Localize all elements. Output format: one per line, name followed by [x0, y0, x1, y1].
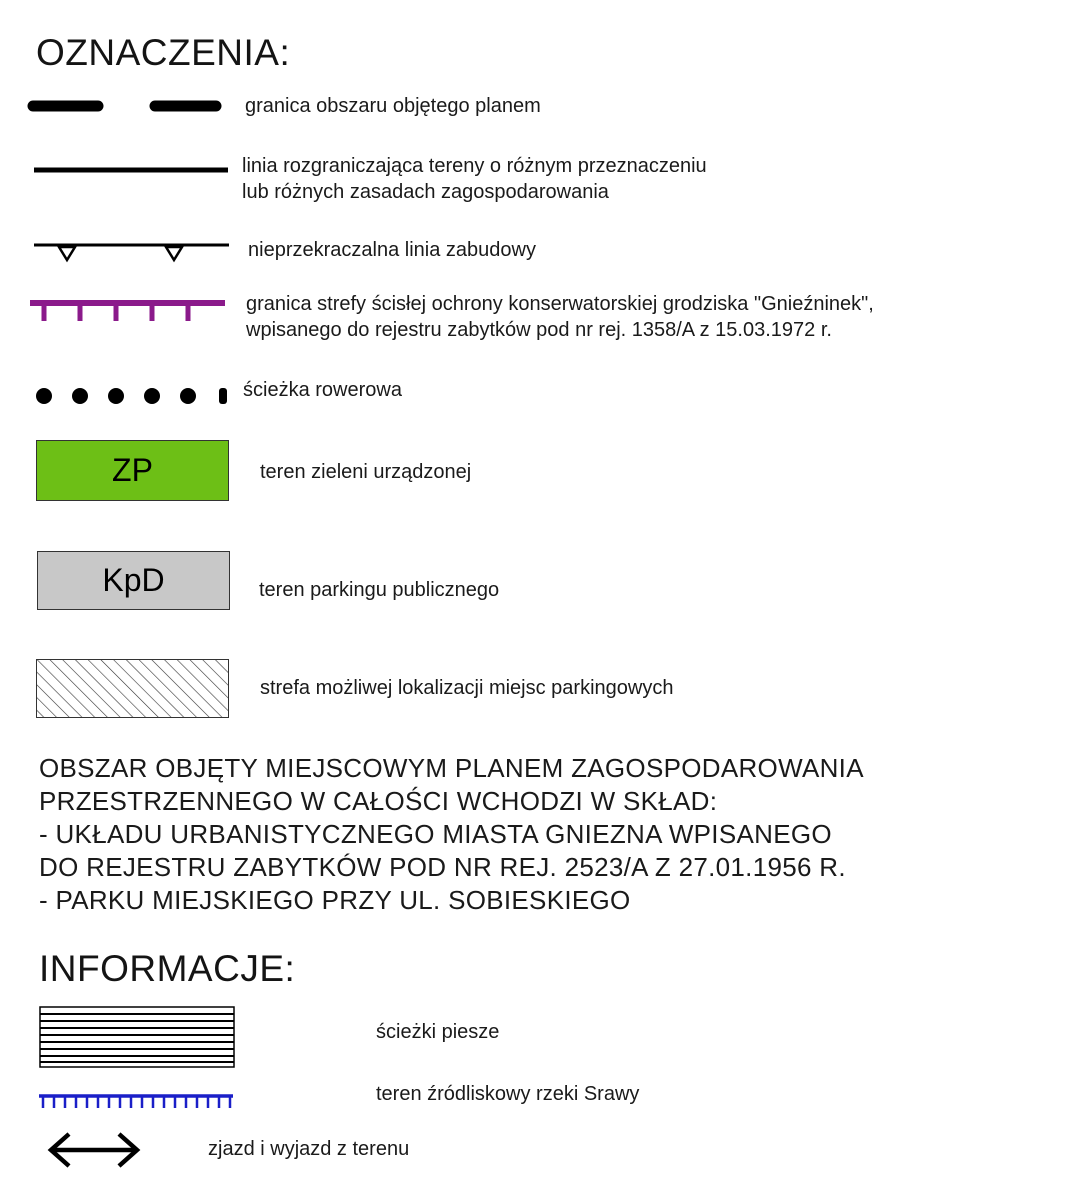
notice-line-5: - PARKU MIEJSKIEGO PRZY UL. SOBIESKIEGO: [39, 885, 631, 915]
notice-line-1: OBSZAR OBJĘTY MIEJSCOWYM PLANEM ZAGOSPODAROWANIA: [39, 753, 864, 783]
legend-title: OZNACZENIA:: [36, 32, 291, 73]
notice-line-2: PRZESTRZENNEGO W CAŁOŚCI WCHODZI W SKŁAD:: [39, 786, 718, 816]
legend-text-building-line: nieprzekraczalna linia zabudowy: [248, 239, 536, 261]
info-text-entry-exit: zjazd i wyjazd z terenu: [208, 1138, 410, 1160]
info-text-footpaths: ścieżki piesze: [376, 1021, 500, 1043]
hatched-box-icon: [36, 659, 230, 719]
line-with-triangles-icon: [34, 238, 234, 268]
striped-box-icon: [39, 1006, 237, 1068]
legend-text-parking-zone: strefa możliwej lokalizacji miejsc parkingowych: [260, 677, 674, 699]
legend-text-conservation-zone-1: granica strefy ścisłej ochrony konserwatorskiej grodziska "Gnieźninek",: [246, 293, 874, 315]
blue-comb-line-icon: [39, 1092, 239, 1112]
zp-green-box: [36, 440, 229, 501]
zp-label: ZP: [112, 452, 153, 488]
legend-text-green-area: teren zieleni urządzonej: [260, 461, 472, 483]
info-title: INFORMACJE:: [39, 948, 296, 989]
solid-line-icon: [32, 165, 232, 175]
dashed-thick-line-icon: [28, 96, 228, 116]
legend-text-conservation-zone-2: wpisanego do rejestru zabytków pod nr rej. 1358/A z 15.03.1972 r.: [246, 319, 832, 341]
info-text-springs: teren źródliskowy rzeki Srawy: [376, 1083, 640, 1105]
legend-text-dividing-line-1: linia rozgraniczająca tereny o różnym przeznaczeniu: [242, 155, 707, 177]
dotted-line-icon: [33, 386, 233, 406]
legend-text-bike-path: ścieżka rowerowa: [243, 379, 402, 401]
legend-text-dividing-line-2: lub różnych zasadach zagospodarowania: [242, 181, 609, 203]
purple-ticked-line-icon: [30, 296, 230, 326]
kpd-label: KpD: [102, 562, 165, 598]
kpd-gray-box: [37, 551, 230, 610]
legend-text-public-parking: teren parkingu publicznego: [259, 579, 500, 601]
notice-line-4: DO REJESTRU ZABYTKÓW POD NR REJ. 2523/A Z 27.01.1956 R.: [39, 852, 846, 882]
legend-text-plan-boundary: granica obszaru objętego planem: [245, 95, 541, 117]
double-arrow-icon: [45, 1128, 145, 1172]
notice-line-3: - UKŁADU URBANISTYCZNEGO MIASTA GNIEZNA WPISANEGO: [39, 819, 832, 849]
